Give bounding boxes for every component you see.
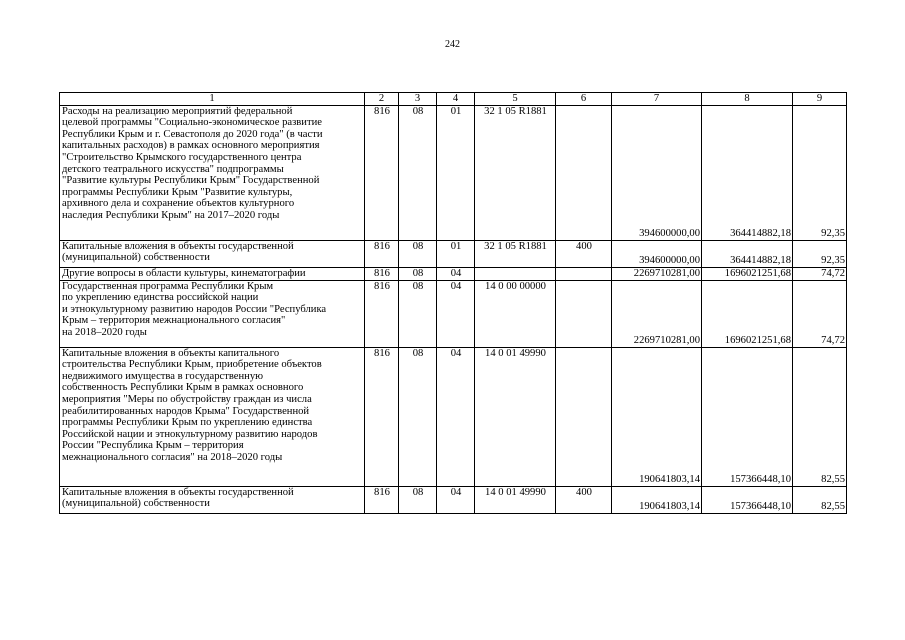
expense-type-code: 400 [556,486,612,513]
row-description: Капитальные вложения в объекты капитального строительства Республики Крым, приобретение объектов недвижимого имущества в государственную собственность Республики Крым в рамках основного мероприятия "Меры по обустройству граждан из числа реабилитированных народов Крыма" Государственной программы Республики Крым по укреплению единства Российской нации и этнокультурному развитию народов России "Республика Крым – территория межнационального согласия" на 2018–2020 годы [60,347,365,486]
executed-amount: 364414882,18 [702,240,793,267]
row-description: Государственная программа Республики Крым по укреплению единства российской нации и этнокультурному развитию народов России "Республика Крым – территория межнационального согласия" на 2018–2020 годы [60,280,365,347]
header-cell-1: 1 [60,93,365,106]
section-code: 08 [399,267,437,280]
header-cell-9: 9 [793,93,847,106]
target-article-code [475,267,556,280]
expense-type-code: 400 [556,240,612,267]
row-description: Расходы на реализацию мероприятий федеральной целевой программы "Социально-экономическое развитие Республики Крым и г. Севастополя до 2020 года" (в части капитальных расходов) в рамках основного мероприятия "Строительство Крымского государственного центра детского театрального искусства" подпрограммы "Развитие культуры Республики Крым" Государственной программы Республики Крым "Развитие культуры, архивного дела и сохранение объектов культурного наследия Республики Крым" на 2017–2020 годы [60,105,365,240]
header-cell-4: 4 [437,93,475,106]
table-row [60,267,847,280]
ministry-code: 816 [365,267,399,280]
planned-amount: 190641803,14 [612,347,702,486]
executed-amount: 157366448,10 [702,347,793,486]
section-code: 08 [399,280,437,347]
row-description: Капитальные вложения в объекты государственной (муниципальной) собственности [60,486,365,513]
execution-percent: 82,55 [793,486,847,513]
planned-amount: 394600000,00 [612,240,702,267]
header-cell-5: 5 [475,93,556,106]
subsection-code: 04 [437,280,475,347]
header-cell-2: 2 [365,93,399,106]
planned-amount: 394600000,00 [612,105,702,240]
ministry-code: 816 [365,240,399,267]
ministry-code: 816 [365,105,399,240]
table-row [60,105,847,240]
executed-amount: 1696021251,68 [702,280,793,347]
table-row [60,347,847,486]
section-code: 08 [399,240,437,267]
planned-amount: 2269710281,00 [612,280,702,347]
header-cell-8: 8 [702,93,793,106]
executed-amount: 1696021251,68 [702,267,793,280]
subsection-code: 01 [437,240,475,267]
row-description: Капитальные вложения в объекты государственной (муниципальной) собственности [60,240,365,267]
execution-percent: 74,72 [793,280,847,347]
table-row [60,486,847,513]
expense-type-code [556,267,612,280]
ministry-code: 816 [365,347,399,486]
table-row [60,280,847,347]
execution-percent: 92,35 [793,105,847,240]
execution-percent: 74,72 [793,267,847,280]
section-code: 08 [399,347,437,486]
target-article-code: 32 1 05 R1881 [475,240,556,267]
ministry-code: 816 [365,280,399,347]
subsection-code: 04 [437,486,475,513]
header-cell-7: 7 [612,93,702,106]
target-article-code: 14 0 00 00000 [475,280,556,347]
execution-percent: 82,55 [793,347,847,486]
target-article-code: 14 0 01 49990 [475,347,556,486]
execution-percent: 92,35 [793,240,847,267]
header-cell-3: 3 [399,93,437,106]
expense-type-code [556,105,612,240]
planned-amount: 190641803,14 [612,486,702,513]
planned-amount: 2269710281,00 [612,267,702,280]
executed-amount: 157366448,10 [702,486,793,513]
subsection-code: 01 [437,105,475,240]
ministry-code: 816 [365,486,399,513]
subsection-code: 04 [437,347,475,486]
page-number: 242 [445,39,460,50]
section-code: 08 [399,105,437,240]
row-description: Другие вопросы в области культуры, кинематографии [60,267,365,280]
expense-type-code [556,347,612,486]
expense-type-code [556,280,612,347]
target-article-code: 14 0 01 49990 [475,486,556,513]
budget-table [59,92,847,514]
section-code: 08 [399,486,437,513]
executed-amount: 364414882,18 [702,105,793,240]
table-row [60,240,847,267]
header-row [60,93,847,106]
target-article-code: 32 1 05 R1881 [475,105,556,240]
header-cell-6: 6 [556,93,612,106]
subsection-code: 04 [437,267,475,280]
